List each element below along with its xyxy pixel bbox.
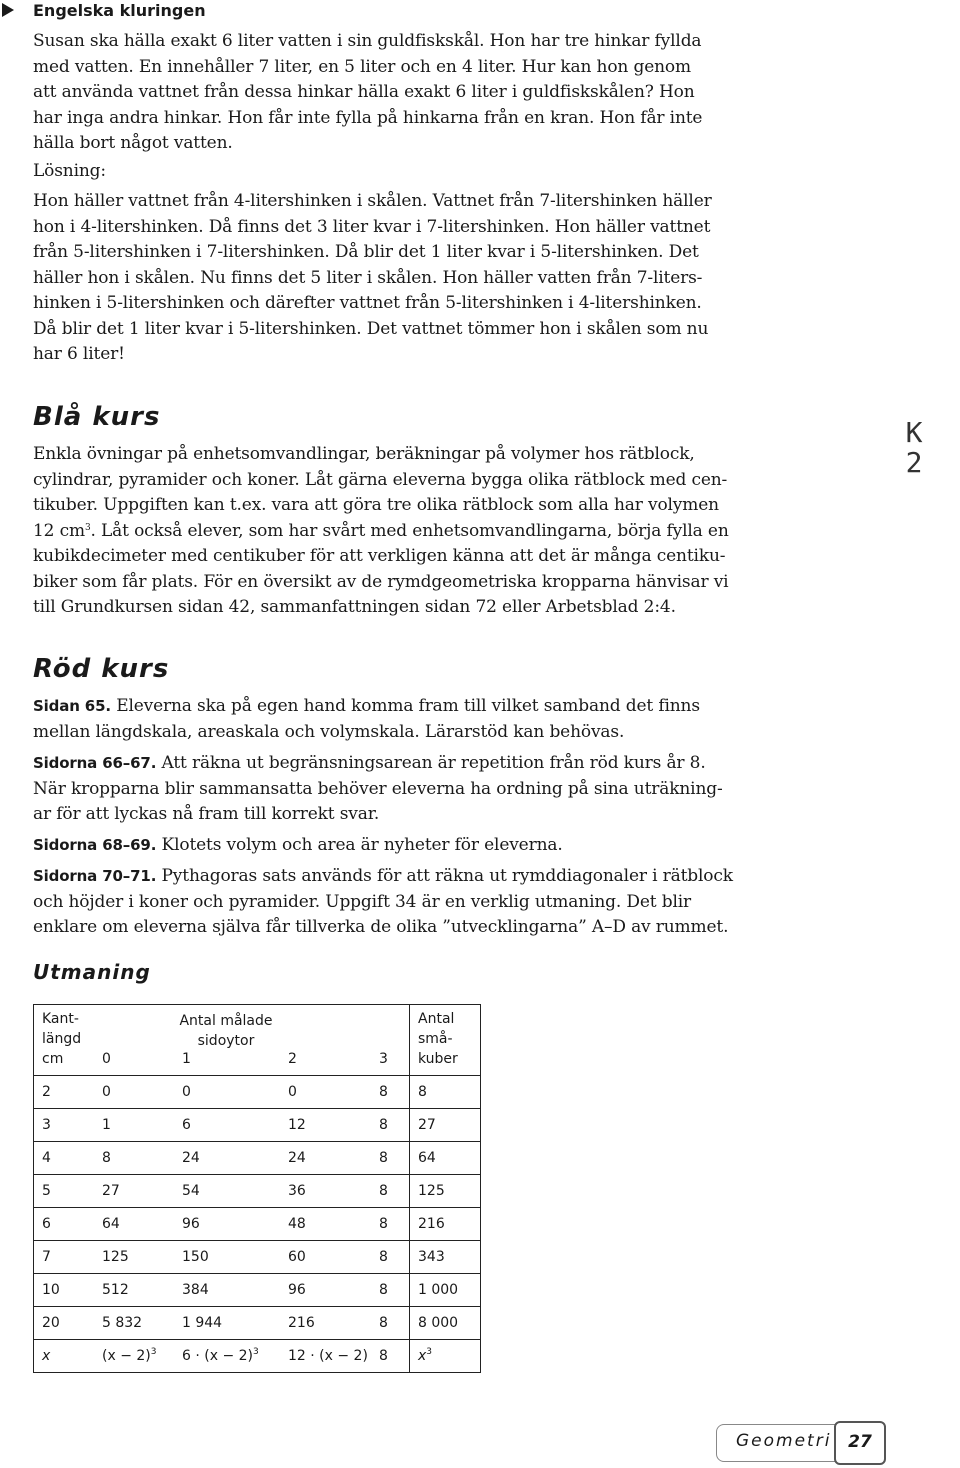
table-cell: 4 <box>34 1142 95 1175</box>
table-cell: 6 <box>174 1109 280 1142</box>
table-cell: 27 <box>410 1109 481 1142</box>
table-cell: 96 <box>174 1208 280 1241</box>
table-cell: 8 <box>94 1142 174 1175</box>
table-cell: 216 <box>410 1208 481 1241</box>
table-cell: 512 <box>94 1274 174 1307</box>
header-count-2: 2 <box>280 1005 371 1076</box>
table-cell: 343 <box>410 1241 481 1274</box>
table-cell: 3 <box>34 1109 95 1142</box>
table-cell: 64 <box>94 1208 174 1241</box>
header-group-label: Antal målade sidoytor <box>179 1013 273 1049</box>
utmaning-table <box>33 1004 481 1373</box>
table-cell: 48 <box>280 1208 371 1241</box>
table-cell: 36 <box>280 1175 371 1208</box>
table-cell: 0 <box>174 1076 280 1109</box>
text-line: och höjder i koner och pyramider. Uppgift 34 är en verklig utmaning. Det blir <box>33 891 691 912</box>
table-row <box>34 1208 481 1241</box>
exponent: 3 <box>84 522 91 533</box>
text-line: . Låt också elever, som har svårt med enhetsomvandlingarna, börja fylla en <box>90 520 729 541</box>
table-cell: 8 <box>371 1109 410 1142</box>
text-line: tikuber. Uppgiften kan t.ex. vara att göra tre olika rätblock som alla har volymen <box>33 495 719 515</box>
text-line: häller hon i skålen. Nu finns det 5 liter i skålen. Hon häller vatten från 7-liters- <box>33 267 703 288</box>
table-row <box>34 1076 481 1109</box>
footer-section-name: Geometri <box>736 1431 832 1451</box>
table-cell: 216 <box>280 1307 371 1340</box>
rod-item <box>33 751 763 828</box>
text-line: Att räkna ut begränsningsarean är repetition från röd kurs år 8. <box>156 753 706 773</box>
table-cell: $x^3$ <box>410 1340 481 1373</box>
triangle-bullet-icon <box>2 3 14 17</box>
page-number-box <box>834 1421 886 1465</box>
text-line: cylindrar, pyramider och koner. Låt gärna eleverna bygga olika rätblock med cen- <box>33 469 728 490</box>
table-cell: 0 <box>280 1076 371 1109</box>
text-line: mellan längdskala, areaskala och volymskala. Lärarstöd kan behövas. <box>33 721 625 742</box>
table-cell: 8 <box>371 1208 410 1241</box>
text-line: Då blir det 1 liter kvar i 5-litershinken. Det vattnet tömmer hon i skålen som nu <box>33 318 709 339</box>
table-cell: 2 <box>34 1076 95 1109</box>
text-line: När kropparna blir sammansatta behöver eleverna ha ordning på sina uträkning- <box>33 778 723 799</box>
text-line: enklare om eleverna själva får tillverka de olika ”utvecklingarna” A–D av rummet. <box>33 917 729 937</box>
text-line: har inga andra hinkar. Hon får inte fylla på hinkarna från en kran. Hon får inte <box>33 107 703 128</box>
table-row <box>34 1142 481 1175</box>
table-cell: 60 <box>280 1241 371 1274</box>
table-cell: 8 <box>371 1076 410 1109</box>
rod-kurs-heading: Röd kurs <box>33 654 170 684</box>
table-cell: $6 \cdot (x - 2)^3$ <box>174 1340 280 1373</box>
text-line: Pythagoras sats används för att räkna ut rymddiagonaler i rätblock <box>156 866 733 886</box>
text-line: Klotets volym och area är nyheter för eleverna. <box>156 835 563 855</box>
table-cell: 7 <box>34 1241 95 1274</box>
badge-letter: K <box>905 416 923 449</box>
table-cell: 0 <box>94 1076 174 1109</box>
page-reference-label: Sidorna 70–71. <box>33 867 157 885</box>
table-cell: 64 <box>410 1142 481 1175</box>
table-cell: 24 <box>280 1142 371 1175</box>
table-cell: 1 <box>94 1109 174 1142</box>
engelska-problem-text <box>33 29 763 157</box>
solution-label: Lösning: <box>33 161 106 181</box>
table-cell: 12 · (x − 2) <box>280 1340 371 1373</box>
engelska-heading: Engelska kluringen <box>33 1 206 20</box>
header-antal-smakuber: Antal små- kuber <box>410 1005 481 1076</box>
table-cell: 6 <box>34 1208 95 1241</box>
table-row <box>34 1274 481 1307</box>
table-cell: $(x - 2)^3$ <box>94 1340 174 1373</box>
table-cell: x <box>34 1340 95 1373</box>
text-line: har 6 liter! <box>33 344 125 364</box>
table-cell: 8 <box>410 1076 481 1109</box>
table-cell: 150 <box>174 1241 280 1274</box>
table-cell: 27 <box>94 1175 174 1208</box>
rod-item <box>33 833 763 859</box>
table-cell: 8 <box>371 1142 410 1175</box>
table-cell: 54 <box>174 1175 280 1208</box>
table-row <box>34 1109 481 1142</box>
header-kantlangd: Kant- längd cm <box>34 1005 95 1076</box>
bla-kurs-heading: Blå kurs <box>33 402 161 432</box>
text-line: 12 cm <box>33 520 85 541</box>
text-line: från 5-litershinken i 7-litershinken. Då blir det 1 liter kvar i 5-litershinken. Det <box>33 242 699 262</box>
text-line: hon i 4-litershinken. Då finns det 3 liter kvar i 7-litershinken. Hon häller vattnet <box>33 216 711 237</box>
engelska-solution-text <box>33 189 763 368</box>
table-cell: 96 <box>280 1274 371 1307</box>
rod-item <box>33 694 763 745</box>
table-row <box>34 1175 481 1208</box>
table-cell: 8 <box>371 1241 410 1274</box>
page-reference-label: Sidorna 66–67. <box>33 754 157 772</box>
text-line: hälla bort något vatten. <box>33 133 233 153</box>
table-cell: 8 000 <box>410 1307 481 1340</box>
table-cell: 10 <box>34 1274 95 1307</box>
table-cell: 125 <box>94 1241 174 1274</box>
table-cell: 20 <box>34 1307 95 1340</box>
table-cell: 384 <box>174 1274 280 1307</box>
table-cell: 8 <box>371 1175 410 1208</box>
text-line: till Grundkursen sidan 42, sammanfattningen sidan 72 eller Arbetsblad 2:4. <box>33 597 676 617</box>
text-line: Eleverna ska på egen hand komma fram till vilket samband det finns <box>110 696 700 716</box>
table-cell: 8 <box>371 1340 410 1373</box>
badge-number: 2 <box>905 446 923 479</box>
table-cell: 8 <box>371 1274 410 1307</box>
text-line: hinken i 5-litershinken och därefter vattnet från 5-litershinken i 4-litershinken. <box>33 293 702 313</box>
header-count-3: 3 <box>371 1005 410 1076</box>
rod-item <box>33 864 763 941</box>
table-cell: 24 <box>174 1142 280 1175</box>
table-cell: 5 832 <box>94 1307 174 1340</box>
text-line: Susan ska hälla exakt 6 liter vatten i sin guldfiskskål. Hon har tre hinkar fyllda <box>33 31 702 51</box>
table-cell: 8 <box>371 1307 410 1340</box>
formula-row <box>34 1340 481 1373</box>
text-line: Enkla övningar på enhetsomvandlingar, beräkningar på volymer hos rätblock, <box>33 444 695 464</box>
text-line: kubikdecimeter med centikuber för att verkligen känna att det är många centiku- <box>33 546 726 566</box>
text-line: att använda vattnet från dessa hinkar hälla exakt 6 liter i guldfiskskålen? Hon <box>33 82 695 102</box>
text-line: ar för att lyckas nå fram till korrekt svar. <box>33 804 380 824</box>
page-reference-label: Sidan 65. <box>33 697 111 715</box>
text-line: biker som får plats. För en översikt av de rymdgeometriska kropparna hänvisar vi <box>33 571 729 592</box>
table-row <box>34 1241 481 1274</box>
bla-kurs-text <box>33 442 763 621</box>
page-number: 27 <box>848 1432 872 1452</box>
utmaning-heading: Utmaning <box>33 960 151 984</box>
table-cell: 1 944 <box>174 1307 280 1340</box>
text-line: Hon häller vattnet från 4-litershinken i skålen. Vattnet från 7-litershinken häller <box>33 191 712 211</box>
table-cell: 1 000 <box>410 1274 481 1307</box>
page-reference-label: Sidorna 68–69. <box>33 836 157 854</box>
table-header-row <box>34 1005 481 1076</box>
text-line: med vatten. En innehåller 7 liter, en 5 liter och en 4 liter. Hur kan hon genom <box>33 56 691 77</box>
header-count-0: 0 <box>94 1005 174 1076</box>
table-cell: 12 <box>280 1109 371 1142</box>
k2-level-badge <box>894 418 934 478</box>
table-cell: 125 <box>410 1175 481 1208</box>
table-cell: 5 <box>34 1175 95 1208</box>
header-count-1: Antal målade sidoytor 1 <box>174 1005 280 1076</box>
table-row <box>34 1307 481 1340</box>
